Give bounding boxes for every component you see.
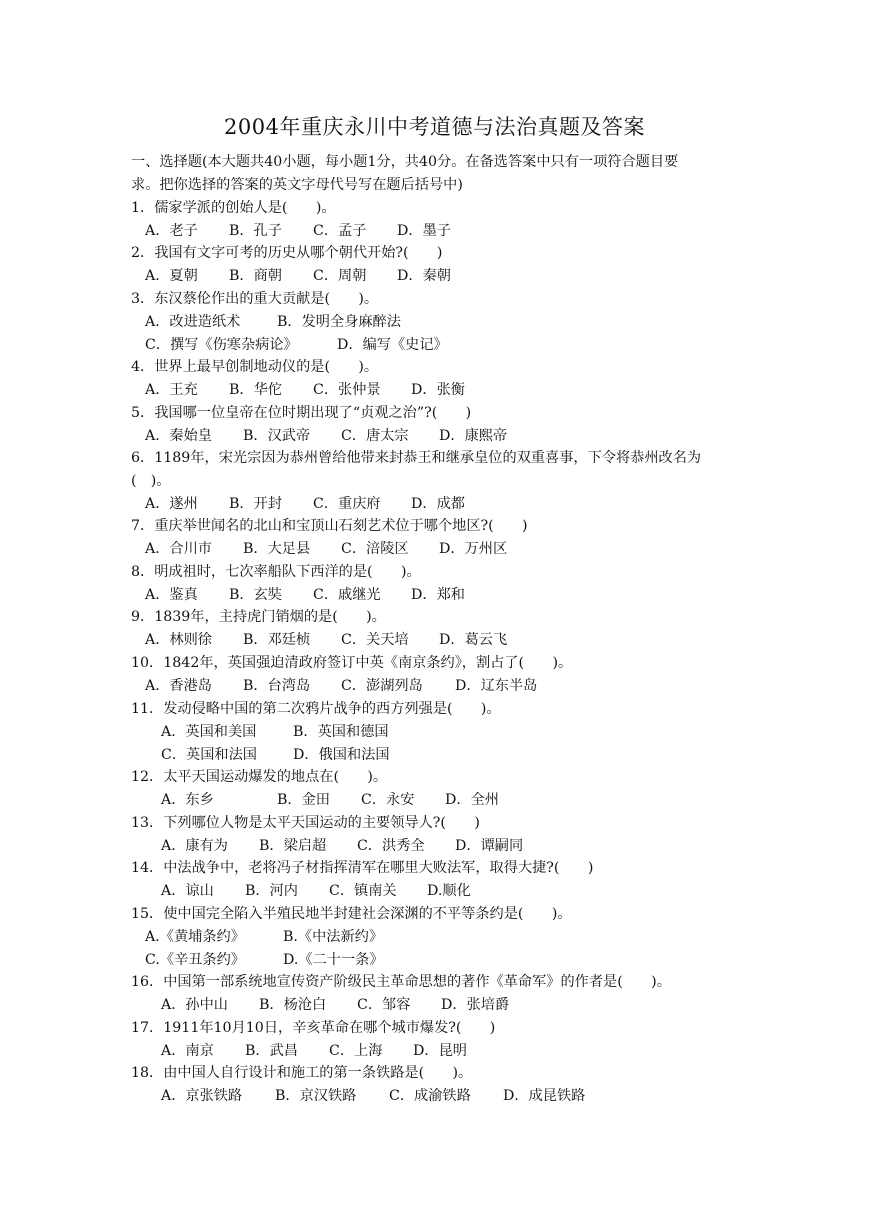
option-a: A．遂州 [145,496,198,512]
options-6 [145,494,465,514]
option-b: B．发明全身麻醉法 [277,314,401,330]
question-10: 10．1842年，英国强迫清政府签订中英《南京条约》，割占了( )。 [131,655,573,671]
option-d: D．谭嗣同 [455,838,524,854]
options-5 [145,426,507,446]
option-a: A．京张铁路 [161,1088,243,1104]
option-c: C．永安 [361,792,415,808]
options-18 [161,1086,585,1106]
question-17: 17．1911年10月10日，辛亥革命在哪个城市爆发?( ) [131,1020,496,1036]
question-9: 9．1839年，主持虎门销烟的是( )。 [131,609,386,625]
option-b: B．金田 [277,792,330,808]
options-17 [161,1041,467,1061]
option-d: D．成昆铁路 [503,1088,586,1104]
question-3: 3．东汉蔡伦作出的重大贡献是( )。 [131,291,379,307]
page-title: 2004年重庆永川中考道德与法治真题及答案 [224,115,645,139]
option-c: C．澎湖列岛 [341,678,423,694]
option-b: B．汉武帝 [243,428,311,444]
option-b: B．河内 [245,883,298,899]
option-c: C．成渝铁路 [389,1088,471,1104]
question-6-cont: ( )。 [131,473,171,489]
question-15: 15．使中国完全陷入半殖民地半封建社会深渊的不平等条约是( )。 [131,906,572,922]
options-2 [145,266,451,286]
option-b: B．大足县 [243,541,311,557]
option-d: D．康熙帝 [439,428,508,444]
options-15-row1 [145,927,383,947]
option-c: C．涪陵区 [341,541,409,557]
question-18: 18．由中国人自行设计和施工的第一条铁路是( )。 [131,1065,473,1081]
option-c: C．撰写《伤寒杂病论》 [145,337,298,353]
option-b: B．玄奘 [229,587,282,603]
question-11: 11．发动侵略中国的第二次鸦片战争的西方列强是( )。 [131,701,501,717]
question-8: 8．明成祖时，七次率船队下西洋的是( )。 [131,564,421,580]
section-heading-line2: 求。把你选择的答案的英文字母代号写在题后括号中) [131,177,463,193]
options-3-row2 [145,335,448,355]
option-d: D．张培爵 [441,997,510,1013]
option-b: B．华佗 [229,382,282,398]
options-10 [145,676,537,696]
option-a: A．改进造纸术 [145,314,241,330]
options-12 [161,790,499,810]
option-b: B．京汉铁路 [275,1088,357,1104]
question-4: 4．世界上最早创制地动仪的是( )。 [131,359,379,375]
option-c: C．张仲景 [313,382,381,398]
question-2: 2．我国有文字可考的历史从哪个朝代开始?( ) [131,245,443,261]
option-b: B．开封 [229,496,282,512]
option-c: C．邹容 [357,997,411,1013]
options-11-row2 [161,745,390,765]
options-16 [161,995,509,1015]
options-8 [145,585,465,605]
option-d: D．万州区 [439,541,508,557]
option-d: D．昆明 [413,1043,467,1059]
option-d: D．墨子 [397,223,451,239]
question-1: 1．儒家学派的创始人是( )。 [131,200,336,216]
option-b: B．梁启超 [259,838,327,854]
option-a: A．康有为 [161,838,228,854]
section-heading-line1: 一、选择题(本大题共40小题，每小题1分，共40分。在备选答案中只有一项符合题目要 [131,154,679,170]
options-7 [145,539,507,559]
option-d: D．编写《史记》 [337,337,448,353]
question-6: 6．1189年，宋光宗因为恭州曾给他带来封恭王和继承皇位的双重喜事，下令将恭州改名为 [131,450,702,466]
option-b: B.《中法新约》 [283,929,384,945]
options-9 [145,630,507,650]
option-c: C．重庆府 [313,496,381,512]
option-c: C．镇南关 [329,883,397,899]
option-c: C．周朝 [313,268,367,284]
question-5: 5．我国哪一位皇帝在位时期出现了“贞观之治”?( ) [131,405,472,421]
option-d: D．郑和 [411,587,465,603]
option-a: A．孙中山 [161,997,228,1013]
question-12: 12．太平天国运动爆发的地点在( )。 [131,769,388,785]
question-13: 13．下列哪位人物是太平天国运动的主要领导人?( ) [131,815,480,831]
option-a: A．东乡 [161,792,214,808]
option-d: D．秦朝 [397,268,451,284]
option-d: D．葛云飞 [439,632,508,648]
options-13 [161,836,523,856]
question-14: 14．中法战争中，老将冯子材指挥清军在哪里大败法军，取得大捷?( ) [131,860,594,876]
option-d: D．全州 [445,792,499,808]
options-1 [145,221,451,241]
option-c: C.《辛丑条约》 [145,952,245,968]
option-a: A．夏朝 [145,268,198,284]
option-a: A．合川市 [145,541,212,557]
options-15-row2 [145,950,384,970]
options-11-row1 [161,722,389,742]
option-a: A．王充 [145,382,198,398]
options-14 [161,881,471,901]
option-b: B．英国和德国 [293,724,389,740]
option-c: C．洪秀全 [357,838,425,854]
option-a: A．秦始皇 [145,428,212,444]
option-b: B．台湾岛 [243,678,311,694]
option-b: B．武昌 [245,1043,298,1059]
option-d: D．成都 [411,496,465,512]
option-b: B．杨沧白 [259,997,327,1013]
option-c: C．唐太宗 [341,428,409,444]
option-a: A．香港岛 [145,678,212,694]
option-d: D．俄国和法国 [293,747,390,763]
option-c: C．关天培 [341,632,409,648]
option-a: A.《黄埔条约》 [145,929,245,945]
question-16: 16．中国第一部系统地宣传资产阶级民主革命思想的著作《革命军》的作者是( )。 [131,974,671,990]
option-a: A．林则徐 [145,632,212,648]
question-7: 7．重庆举世闻名的北山和宝顶山石刻艺术位于哪个地区?( ) [131,518,528,534]
option-b: B．邓廷桢 [243,632,311,648]
options-4 [145,380,465,400]
option-d: D．辽东半岛 [455,678,538,694]
option-d: D.《二十一条》 [283,952,384,968]
option-a: A．谅山 [161,883,214,899]
option-b: B．商朝 [229,268,282,284]
option-a: A．南京 [161,1043,214,1059]
option-a: A．英国和美国 [161,724,257,740]
option-d: D.顺化 [427,883,471,899]
option-c: C．上海 [329,1043,383,1059]
option-a: A．老子 [145,223,198,239]
option-c: C．孟子 [313,223,367,239]
option-c: C．英国和法国 [161,747,257,763]
option-a: A．鉴真 [145,587,198,603]
option-d: D．张衡 [411,382,465,398]
option-c: C．戚继光 [313,587,381,603]
options-3-row1 [145,312,401,332]
option-b: B．孔子 [229,223,282,239]
